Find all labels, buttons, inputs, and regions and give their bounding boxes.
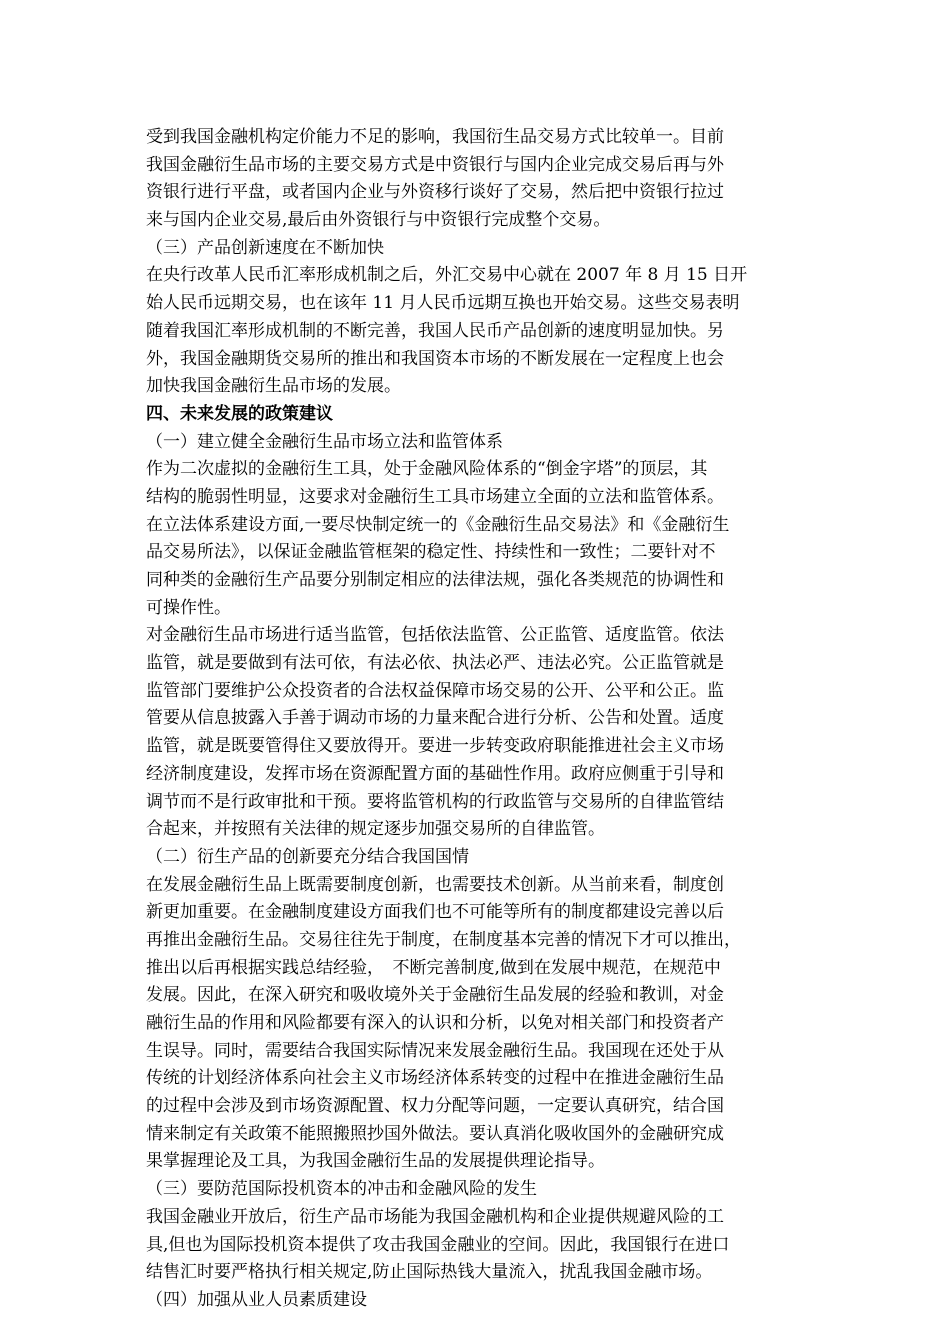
body-text-line: 在发展金融衍生品上既需要制度创新，也需要技术创新。从当前来看，制度创	[146, 874, 724, 895]
body-text-line: 经济制度建设，发挥市场在资源配置方面的基础性作用。政府应侧重于引导和	[146, 763, 724, 784]
body-text-line: 监管，就是既要管得住又要放得开。要进一步转变政府职能推进社会主义市场	[146, 736, 724, 757]
body-text-line: 随着我国汇率形成机制的不断完善，我国人民币产品创新的速度明显加快。另	[146, 320, 724, 341]
body-text-line: 调节而不是行政审批和干预。要将监管机构的行政监管与交易所的自律监管结	[146, 791, 724, 812]
body-text-line: 资银行进行平盘，或者国内企业与外资移行谈好了交易，然后把中资银行拉过	[146, 182, 724, 203]
body-text-line: 融衍生品的作用和风险都要有深入的认识和分析，以免对相关部门和投资者产	[146, 1013, 724, 1033]
body-text-line: 的过程中会涉及到市场资源配置、权力分配等问题，一定要认真研究，结合国	[146, 1096, 724, 1117]
body-text-line: 加快我国金融衍生品市场的发展。	[146, 376, 401, 397]
body-text-line: 在央行改革人民币汇率形成机制之后，外汇交易中心就在 2007 年 8 月 15 日开	[146, 265, 748, 286]
body-text-line: 始人民币远期交易，也在该年 11 月人民币远期互换也开始交易。这些交易表明	[146, 293, 740, 314]
section-heading: 四、未来发展的政策建议	[146, 403, 333, 424]
body-text-line: 新更加重要。在金融制度建设方面我们也不可能等所有的制度都建设完善以后	[146, 902, 724, 923]
subsection-heading: （四）加强从业人员素质建设	[146, 1289, 367, 1310]
body-text-line: 推出以后再根据实践总结经验， 不断完善制度,做到在发展中规范，在规范中	[146, 957, 721, 978]
body-text-line: 品交易所法》，以保证金融监管框架的稳定性、持续性和一致性；二要针对不	[146, 542, 716, 563]
body-text-line: 合起来，并按照有关法律的规定逐步加强交易所的自律监管。	[146, 819, 605, 840]
subsection-heading: （一）建立健全金融衍生品市场立法和监管体系	[146, 431, 503, 452]
body-text-line: 果掌握理论及工具，为我国金融衍生品的发展提供理论指导。	[146, 1151, 605, 1172]
subsection-heading: （三）要防范国际投机资本的冲击和金融风险的发生	[146, 1179, 537, 1200]
body-text-line: 情来制定有关政策不能照搬照抄国外做法。要认真消化吸收国外的金融研究成	[146, 1123, 724, 1144]
body-text-line: 受到我国金融机构定价能力不足的影响，我国衍生品交易方式比较单一。目前	[146, 127, 724, 147]
document-body	[146, 124, 808, 1315]
body-text-line: 管要从信息披露入手善于调动市场的力量来配合进行分析、公告和处置。适度	[146, 708, 724, 729]
body-text-line: 我国金融业开放后，衍生产品市场能为我国金融机构和企业提供规避风险的工	[146, 1206, 724, 1227]
body-text-line: 对金融衍生品市场进行适当监管，包括依法监管、公正监管、适度监管。依法	[146, 625, 724, 646]
body-text-line: 发展。因此，在深入研究和吸收境外关于金融衍生品发展的经验和教训，对金	[146, 985, 724, 1006]
body-text-line: 具,但也为国际投机资本提供了攻击我国金融业的空间。因此，我国银行在进口	[146, 1234, 730, 1255]
body-text-line: 结构的脆弱性明显，这要求对金融衍生工具市场建立全面的立法和监管体系。	[146, 486, 724, 507]
body-text-line: 传统的计划经济体系向社会主义市场经济体系转变的过程中在推进金融衍生品	[146, 1068, 724, 1089]
body-text-line: 可操作性。	[146, 597, 231, 618]
body-text-line: 我国金融衍生品市场的主要交易方式是中资银行与国内企业完成交易后再与外	[146, 154, 724, 175]
body-text-line: 作为二次虚拟的金融衍生工具，处于金融风险体系的“倒金字塔”的顶层，其	[146, 459, 708, 480]
subsection-heading: （二）衍生产品的创新要充分结合我国国情	[146, 846, 469, 867]
body-text-line: 外，我国金融期货交易所的推出和我国资本市场的不断发展在一定程度上也会	[146, 348, 724, 369]
body-text-line: 生误导。同时，需要结合我国实际情况来发展金融衍生品。我国现在还处于从	[146, 1040, 724, 1061]
body-text-line: 来与国内企业交易,最后由外资银行与中资银行完成整个交易。	[146, 210, 611, 231]
subsection-heading: （三）产品创新速度在不断加快	[146, 237, 384, 258]
body-text-line: 在立法体系建设方面,一要尽快制定统一的《金融衍生品交易法》和《金融衍生	[146, 514, 730, 535]
body-text-line: 监管部门要维护公众投资者的合法权益保障市场交易的公开、公平和公正。监	[146, 680, 724, 701]
body-text-line: 再推出金融衍生品。交易往往先于制度，在制度基本完善的情况下才可以推出，	[146, 929, 741, 950]
body-text-line: 监管，就是要做到有法可依，有法必依、执法必严、违法必究。公正监管就是	[146, 653, 724, 674]
body-text-line: 同种类的金融衍生产品要分别制定相应的法律法规，强化各类规范的协调性和	[146, 570, 724, 590]
body-text-line: 结售汇时要严格执行相关规定,防止国际热钱大量流入，扰乱我国金融市场。	[146, 1262, 713, 1283]
